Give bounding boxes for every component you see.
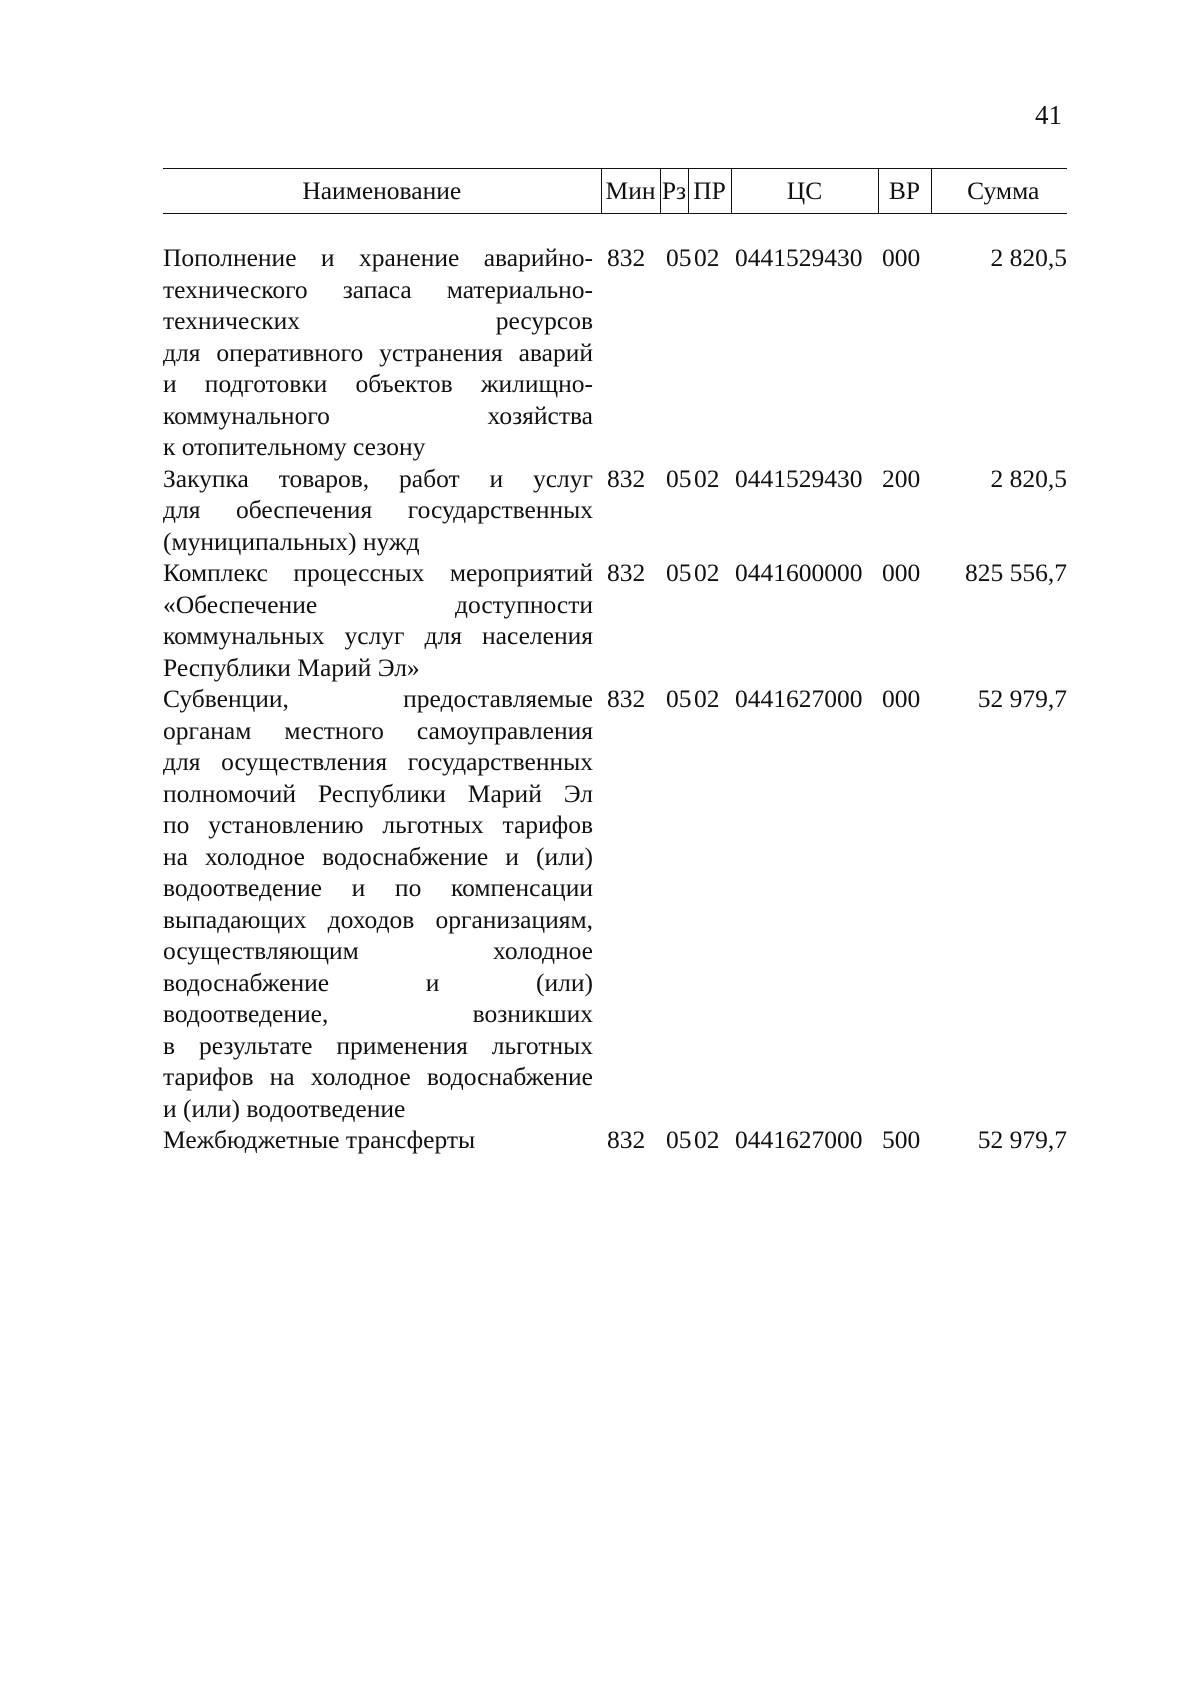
row-sum: 2 820,5: [990, 463, 1067, 493]
row-name-line: водоотведение, возникших: [163, 999, 593, 1028]
row-sum: 2 820,5: [990, 243, 1067, 272]
row-name-line: коммунального хозяйства: [163, 400, 593, 430]
row-name-line: Республики Марий Эл»: [163, 652, 420, 682]
row-name-line: к отопительному сезону: [163, 432, 426, 461]
header-sum: Сумма: [931, 169, 1067, 214]
row-name-line: осуществляющим холодное: [163, 936, 593, 965]
row-name-line: для обеспечения государственных: [163, 495, 593, 524]
row-name: [163, 683, 601, 1124]
row-name-line: технических ресурсов: [163, 306, 593, 335]
row-name-line: органам местного самоуправления: [163, 715, 593, 745]
row-name: [163, 1124, 601, 1156]
header-cs: ЦС: [731, 169, 878, 214]
row-vr: 200: [882, 463, 921, 493]
header-spacer: [163, 214, 1067, 243]
row-cs: 0441529430: [735, 243, 863, 272]
header-min: Мин: [601, 169, 660, 214]
row-name-line: технического запаса материально-: [163, 274, 593, 304]
table-body: [163, 214, 1067, 1156]
row-name: [163, 242, 601, 463]
row-name-line: «Обеспечение доступности: [163, 589, 593, 619]
table-row: [163, 1124, 1067, 1156]
row-vr: 000: [882, 243, 921, 272]
row-pr: 02: [694, 1125, 720, 1154]
row-sum: 825 556,7: [965, 558, 1067, 587]
row-name-line: Закупка товаров, работ и услуг: [163, 463, 593, 493]
row-name-line: водоснабжение и (или): [163, 967, 593, 997]
row-name-line: тарифов на холодное водоснабжение: [163, 1062, 593, 1091]
row-name-line: на холодное водоснабжение и (или): [163, 841, 593, 871]
row-name-line: и (или) водоотведение: [163, 1093, 406, 1123]
row-min: 832: [607, 684, 646, 713]
row-name-line: Субвенции, предоставляемые: [163, 684, 593, 713]
row-sum: 52 979,7: [977, 1125, 1067, 1154]
row-name-line: для осуществления государственных: [163, 747, 593, 776]
row-rz: 05: [666, 684, 692, 713]
row-min: 832: [607, 558, 646, 587]
header-vr: ВР: [878, 169, 931, 214]
row-rz: 05: [666, 1125, 692, 1154]
row-vr: 000: [882, 684, 921, 713]
row-name-line: (муниципальных) нужд: [163, 526, 420, 556]
table-header: [163, 169, 1067, 214]
row-name-line: для оперативного устранения аварий: [163, 337, 593, 367]
row-name-line: в результате применения льготных: [163, 1030, 593, 1060]
row-vr: 000: [882, 558, 921, 587]
row-name: [163, 557, 601, 683]
row-pr: 02: [694, 243, 720, 272]
row-min: 832: [607, 243, 646, 272]
row-pr: 02: [694, 463, 720, 493]
row-pr: 02: [694, 558, 720, 587]
table-row: [163, 463, 1067, 558]
page-number: 41: [1035, 100, 1062, 130]
row-pr: 02: [694, 684, 720, 713]
row-min: 832: [607, 1125, 646, 1154]
row-name-line: Межбюджетные трансферты: [163, 1125, 476, 1154]
row-rz: 05: [666, 463, 692, 493]
table-row: [163, 557, 1067, 683]
row-cs: 0441627000: [735, 684, 863, 713]
row-rz: 05: [666, 558, 692, 587]
row-sum: 52 979,7: [977, 684, 1067, 713]
row-rz: 05: [666, 243, 692, 272]
row-vr: 500: [882, 1125, 921, 1154]
table-row: [163, 242, 1067, 463]
row-name-line: коммунальных услуг для населения: [163, 621, 593, 650]
row-min: 832: [607, 463, 646, 493]
budget-table: [163, 168, 1067, 1156]
row-name-line: и подготовки объектов жилищно-: [163, 369, 593, 398]
row-name-line: водоотведение и по компенсации: [163, 873, 593, 902]
row-name-line: по установлению льготных тарифов: [163, 810, 593, 839]
row-cs: 0441627000: [735, 1125, 863, 1154]
header-rz: Рз: [660, 169, 688, 214]
row-cs: 0441529430: [735, 463, 863, 493]
row-name-line: полномочий Республики Марий Эл: [163, 778, 593, 808]
row-name-line: Пополнение и хранение аварийно-: [163, 243, 593, 272]
header-name: Наименование: [163, 169, 601, 214]
table-row: [163, 683, 1067, 1124]
row-cs: 0441600000: [735, 558, 863, 587]
row-name-line: выпадающих доходов организациям,: [163, 904, 593, 934]
header-pr: ПР: [688, 169, 731, 214]
row-name-line: Комплекс процессных мероприятий: [163, 558, 593, 587]
row-name: [163, 463, 601, 558]
